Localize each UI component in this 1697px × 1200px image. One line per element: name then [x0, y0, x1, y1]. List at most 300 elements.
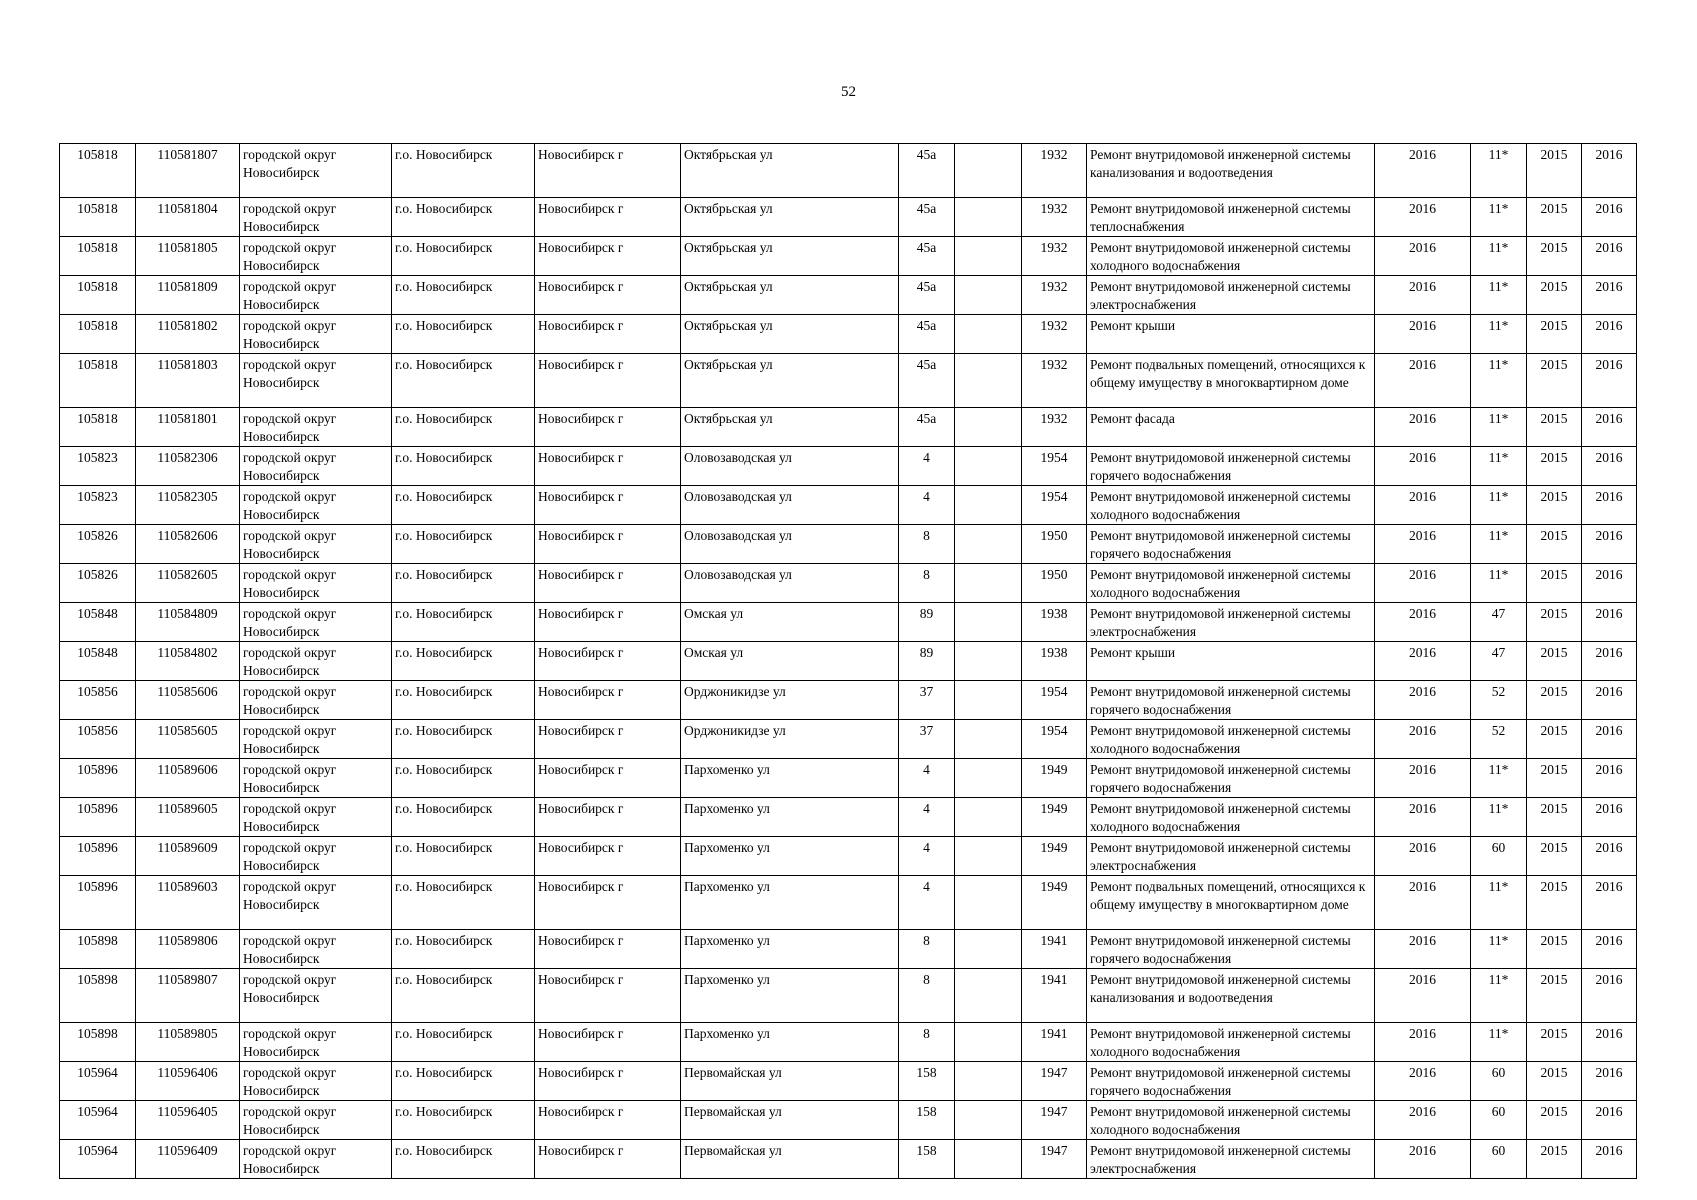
cell-house-id: 105898 [60, 969, 136, 1023]
cell-municipality: городской округ Новосибирск [240, 144, 392, 198]
cell-house-id: 105964 [60, 1062, 136, 1101]
cell-locality: Новосибирск г [535, 237, 681, 276]
cell-locality: Новосибирск г [535, 1023, 681, 1062]
cell-col14: 2016 [1582, 759, 1637, 798]
cell-locality: Новосибирск г [535, 930, 681, 969]
cell-col13: 2015 [1527, 408, 1582, 447]
cell-col14: 2016 [1582, 1062, 1637, 1101]
cell-district: г.о. Новосибирск [392, 642, 535, 681]
cell-building [955, 969, 1022, 1023]
cell-street: Октябрьская ул [681, 237, 899, 276]
cell-house-number: 158 [899, 1140, 955, 1179]
cell-year-built: 1941 [1022, 969, 1087, 1023]
cell-work-type: Ремонт внутридомовой инженерной системы электроснабжения [1087, 603, 1375, 642]
table-row [60, 1140, 1637, 1179]
cell-plan-year: 2016 [1375, 276, 1471, 315]
table-row [60, 642, 1637, 681]
cell-plan-year: 2016 [1375, 447, 1471, 486]
table-row [60, 276, 1637, 315]
cell-work-code: 110582305 [136, 486, 240, 525]
cell-locality: Новосибирск г [535, 144, 681, 198]
cell-year-built: 1949 [1022, 876, 1087, 930]
cell-work-type: Ремонт внутридомовой инженерной системы горячего водоснабжения [1087, 447, 1375, 486]
cell-locality: Новосибирск г [535, 354, 681, 408]
cell-house-number: 8 [899, 564, 955, 603]
cell-work-code: 110596406 [136, 1062, 240, 1101]
cell-house-number: 4 [899, 759, 955, 798]
cell-building [955, 1140, 1022, 1179]
cell-work-type: Ремонт внутридомовой инженерной системы холодного водоснабжения [1087, 1101, 1375, 1140]
cell-building [955, 798, 1022, 837]
cell-col14: 2016 [1582, 837, 1637, 876]
cell-col14: 2016 [1582, 447, 1637, 486]
cell-house-number: 158 [899, 1062, 955, 1101]
cell-work-code: 110581805 [136, 237, 240, 276]
cell-col13: 2015 [1527, 1140, 1582, 1179]
cell-col12: 11* [1471, 447, 1527, 486]
cell-work-type: Ремонт внутридомовой инженерной системы горячего водоснабжения [1087, 1062, 1375, 1101]
cell-work-code: 110585606 [136, 681, 240, 720]
cell-district: г.о. Новосибирск [392, 720, 535, 759]
cell-house-id: 105823 [60, 486, 136, 525]
cell-plan-year: 2016 [1375, 315, 1471, 354]
cell-municipality: городской округ Новосибирск [240, 798, 392, 837]
cell-year-built: 1932 [1022, 198, 1087, 237]
table-row [60, 564, 1637, 603]
table-row [60, 798, 1637, 837]
cell-col13: 2015 [1527, 642, 1582, 681]
cell-district: г.о. Новосибирск [392, 447, 535, 486]
cell-col14: 2016 [1582, 354, 1637, 408]
cell-house-number: 89 [899, 603, 955, 642]
cell-plan-year: 2016 [1375, 798, 1471, 837]
cell-year-built: 1949 [1022, 837, 1087, 876]
cell-work-code: 110589806 [136, 930, 240, 969]
cell-plan-year: 2016 [1375, 408, 1471, 447]
cell-col13: 2015 [1527, 930, 1582, 969]
cell-district: г.о. Новосибирск [392, 237, 535, 276]
cell-house-number: 4 [899, 837, 955, 876]
cell-house-id: 105818 [60, 408, 136, 447]
cell-municipality: городской округ Новосибирск [240, 408, 392, 447]
cell-street: Пархоменко ул [681, 798, 899, 837]
cell-street: Оловозаводская ул [681, 447, 899, 486]
cell-house-number: 45а [899, 144, 955, 198]
table-row [60, 681, 1637, 720]
cell-col14: 2016 [1582, 525, 1637, 564]
cell-municipality: городской округ Новосибирск [240, 930, 392, 969]
cell-house-id: 105818 [60, 315, 136, 354]
cell-building [955, 876, 1022, 930]
cell-street: Омская ул [681, 603, 899, 642]
cell-street: Октябрьская ул [681, 408, 899, 447]
cell-work-code: 110582306 [136, 447, 240, 486]
cell-house-id: 105896 [60, 876, 136, 930]
cell-municipality: городской округ Новосибирск [240, 237, 392, 276]
cell-col13: 2015 [1527, 486, 1582, 525]
cell-district: г.о. Новосибирск [392, 1140, 535, 1179]
cell-year-built: 1932 [1022, 315, 1087, 354]
cell-district: г.о. Новосибирск [392, 876, 535, 930]
cell-col14: 2016 [1582, 237, 1637, 276]
cell-district: г.о. Новосибирск [392, 837, 535, 876]
cell-municipality: городской округ Новосибирск [240, 1023, 392, 1062]
cell-col12: 60 [1471, 1101, 1527, 1140]
cell-municipality: городской округ Новосибирск [240, 354, 392, 408]
cell-work-type: Ремонт внутридомовой инженерной системы горячего водоснабжения [1087, 681, 1375, 720]
cell-house-id: 105818 [60, 198, 136, 237]
cell-col14: 2016 [1582, 144, 1637, 198]
cell-municipality: городской округ Новосибирск [240, 969, 392, 1023]
cell-house-number: 4 [899, 798, 955, 837]
cell-municipality: городской округ Новосибирск [240, 603, 392, 642]
cell-col13: 2015 [1527, 969, 1582, 1023]
cell-building [955, 930, 1022, 969]
cell-street: Октябрьская ул [681, 315, 899, 354]
cell-plan-year: 2016 [1375, 837, 1471, 876]
table-row [60, 486, 1637, 525]
cell-street: Пархоменко ул [681, 1023, 899, 1062]
cell-work-type: Ремонт внутридомовой инженерной системы канализования и водоотведения [1087, 144, 1375, 198]
repair-registry-table [59, 143, 1637, 1179]
cell-building [955, 198, 1022, 237]
table-row [60, 408, 1637, 447]
cell-street: Оловозаводская ул [681, 486, 899, 525]
cell-locality: Новосибирск г [535, 876, 681, 930]
cell-col12: 52 [1471, 720, 1527, 759]
cell-col14: 2016 [1582, 408, 1637, 447]
cell-plan-year: 2016 [1375, 354, 1471, 408]
cell-locality: Новосибирск г [535, 525, 681, 564]
cell-work-code: 110589807 [136, 969, 240, 1023]
table-row [60, 969, 1637, 1023]
table-row [60, 930, 1637, 969]
cell-year-built: 1932 [1022, 354, 1087, 408]
cell-work-code: 110581804 [136, 198, 240, 237]
cell-locality: Новосибирск г [535, 798, 681, 837]
table-row [60, 237, 1637, 276]
cell-building [955, 1101, 1022, 1140]
cell-building [955, 837, 1022, 876]
cell-col13: 2015 [1527, 525, 1582, 564]
cell-col12: 11* [1471, 1023, 1527, 1062]
cell-building [955, 237, 1022, 276]
cell-building [955, 408, 1022, 447]
cell-col13: 2015 [1527, 315, 1582, 354]
cell-year-built: 1947 [1022, 1101, 1087, 1140]
cell-house-number: 4 [899, 447, 955, 486]
cell-building [955, 144, 1022, 198]
table-row [60, 1101, 1637, 1140]
cell-house-number: 158 [899, 1101, 955, 1140]
cell-locality: Новосибирск г [535, 837, 681, 876]
cell-col13: 2015 [1527, 720, 1582, 759]
cell-house-id: 105896 [60, 837, 136, 876]
cell-work-type: Ремонт внутридомовой инженерной системы горячего водоснабжения [1087, 930, 1375, 969]
cell-municipality: городской округ Новосибирск [240, 759, 392, 798]
table-row [60, 354, 1637, 408]
cell-col14: 2016 [1582, 276, 1637, 315]
cell-plan-year: 2016 [1375, 876, 1471, 930]
cell-house-number: 45а [899, 276, 955, 315]
cell-col12: 60 [1471, 1062, 1527, 1101]
cell-work-type: Ремонт внутридомовой инженерной системы холодного водоснабжения [1087, 720, 1375, 759]
table-row [60, 144, 1637, 198]
cell-year-built: 1954 [1022, 681, 1087, 720]
cell-locality: Новосибирск г [535, 447, 681, 486]
cell-year-built: 1950 [1022, 525, 1087, 564]
table-body [60, 144, 1637, 1179]
cell-street: Первомайская ул [681, 1062, 899, 1101]
cell-col13: 2015 [1527, 447, 1582, 486]
cell-plan-year: 2016 [1375, 720, 1471, 759]
cell-municipality: городской округ Новосибирск [240, 276, 392, 315]
cell-locality: Новосибирск г [535, 276, 681, 315]
cell-locality: Новосибирск г [535, 720, 681, 759]
cell-work-type: Ремонт внутридомовой инженерной системы холодного водоснабжения [1087, 798, 1375, 837]
cell-plan-year: 2016 [1375, 525, 1471, 564]
cell-house-number: 37 [899, 681, 955, 720]
cell-street: Оловозаводская ул [681, 564, 899, 603]
cell-plan-year: 2016 [1375, 930, 1471, 969]
cell-work-code: 110589605 [136, 798, 240, 837]
cell-street: Омская ул [681, 642, 899, 681]
cell-col13: 2015 [1527, 759, 1582, 798]
cell-work-type: Ремонт внутридомовой инженерной системы холодного водоснабжения [1087, 237, 1375, 276]
cell-col12: 47 [1471, 603, 1527, 642]
cell-house-id: 105818 [60, 354, 136, 408]
cell-street: Пархоменко ул [681, 930, 899, 969]
cell-locality: Новосибирск г [535, 486, 681, 525]
cell-col12: 60 [1471, 1140, 1527, 1179]
cell-work-code: 110582606 [136, 525, 240, 564]
cell-district: г.о. Новосибирск [392, 759, 535, 798]
cell-year-built: 1949 [1022, 759, 1087, 798]
cell-col12: 11* [1471, 408, 1527, 447]
cell-work-type: Ремонт внутридомовой инженерной системы электроснабжения [1087, 837, 1375, 876]
cell-work-type: Ремонт внутридомовой инженерной системы канализования и водоотведения [1087, 969, 1375, 1023]
cell-district: г.о. Новосибирск [392, 969, 535, 1023]
cell-plan-year: 2016 [1375, 564, 1471, 603]
cell-col12: 11* [1471, 876, 1527, 930]
cell-locality: Новосибирск г [535, 681, 681, 720]
cell-locality: Новосибирск г [535, 315, 681, 354]
cell-col12: 11* [1471, 486, 1527, 525]
cell-street: Оловозаводская ул [681, 525, 899, 564]
cell-house-number: 45а [899, 408, 955, 447]
cell-house-id: 105896 [60, 759, 136, 798]
cell-work-type: Ремонт внутридомовой инженерной системы горячего водоснабжения [1087, 525, 1375, 564]
cell-col14: 2016 [1582, 876, 1637, 930]
cell-district: г.о. Новосибирск [392, 1023, 535, 1062]
cell-district: г.о. Новосибирск [392, 798, 535, 837]
cell-house-number: 8 [899, 1023, 955, 1062]
cell-building [955, 525, 1022, 564]
cell-municipality: городской округ Новосибирск [240, 525, 392, 564]
cell-building [955, 447, 1022, 486]
cell-municipality: городской округ Новосибирск [240, 876, 392, 930]
cell-work-type: Ремонт внутридомовой инженерной системы электроснабжения [1087, 1140, 1375, 1179]
cell-house-number: 45а [899, 198, 955, 237]
cell-year-built: 1954 [1022, 720, 1087, 759]
cell-col12: 11* [1471, 276, 1527, 315]
cell-house-id: 105964 [60, 1140, 136, 1179]
cell-plan-year: 2016 [1375, 486, 1471, 525]
cell-district: г.о. Новосибирск [392, 525, 535, 564]
cell-street: Пархоменко ул [681, 876, 899, 930]
cell-work-code: 110584809 [136, 603, 240, 642]
cell-house-id: 105823 [60, 447, 136, 486]
cell-district: г.о. Новосибирск [392, 1062, 535, 1101]
cell-col14: 2016 [1582, 798, 1637, 837]
cell-work-code: 110589606 [136, 759, 240, 798]
cell-year-built: 1941 [1022, 1023, 1087, 1062]
cell-house-id: 105898 [60, 930, 136, 969]
cell-work-type: Ремонт подвальных помещений, относящихся к общему имуществу в многоквартирном доме [1087, 876, 1375, 930]
cell-work-type: Ремонт внутридомовой инженерной системы холодного водоснабжения [1087, 486, 1375, 525]
cell-street: Орджоникидзе ул [681, 681, 899, 720]
cell-col12: 11* [1471, 525, 1527, 564]
cell-house-id: 105826 [60, 564, 136, 603]
cell-plan-year: 2016 [1375, 1062, 1471, 1101]
cell-col14: 2016 [1582, 1023, 1637, 1062]
cell-col13: 2015 [1527, 564, 1582, 603]
cell-year-built: 1938 [1022, 642, 1087, 681]
cell-year-built: 1949 [1022, 798, 1087, 837]
table-row [60, 837, 1637, 876]
cell-house-id: 105818 [60, 144, 136, 198]
cell-building [955, 1062, 1022, 1101]
cell-year-built: 1954 [1022, 447, 1087, 486]
cell-work-code: 110596409 [136, 1140, 240, 1179]
cell-work-code: 110581801 [136, 408, 240, 447]
cell-locality: Новосибирск г [535, 1101, 681, 1140]
cell-col14: 2016 [1582, 603, 1637, 642]
table-row [60, 876, 1637, 930]
cell-year-built: 1941 [1022, 930, 1087, 969]
cell-plan-year: 2016 [1375, 198, 1471, 237]
table-row [60, 1062, 1637, 1101]
cell-col13: 2015 [1527, 876, 1582, 930]
cell-locality: Новосибирск г [535, 759, 681, 798]
cell-work-code: 110584802 [136, 642, 240, 681]
cell-plan-year: 2016 [1375, 759, 1471, 798]
cell-plan-year: 2016 [1375, 237, 1471, 276]
cell-work-code: 110581803 [136, 354, 240, 408]
cell-year-built: 1932 [1022, 144, 1087, 198]
cell-col12: 11* [1471, 237, 1527, 276]
cell-house-id: 105964 [60, 1101, 136, 1140]
cell-municipality: городской округ Новосибирск [240, 1101, 392, 1140]
cell-work-type: Ремонт внутридомовой инженерной системы холодного водоснабжения [1087, 1023, 1375, 1062]
cell-col13: 2015 [1527, 237, 1582, 276]
table-row [60, 1023, 1637, 1062]
cell-building [955, 720, 1022, 759]
cell-col12: 11* [1471, 315, 1527, 354]
cell-year-built: 1954 [1022, 486, 1087, 525]
cell-house-id: 105818 [60, 237, 136, 276]
cell-col13: 2015 [1527, 354, 1582, 408]
cell-municipality: городской округ Новосибирск [240, 564, 392, 603]
cell-locality: Новосибирск г [535, 408, 681, 447]
table-row [60, 525, 1637, 564]
cell-col13: 2015 [1527, 603, 1582, 642]
cell-col14: 2016 [1582, 198, 1637, 237]
cell-col14: 2016 [1582, 930, 1637, 969]
cell-house-id: 105848 [60, 642, 136, 681]
cell-house-id: 105856 [60, 681, 136, 720]
cell-municipality: городской округ Новосибирск [240, 447, 392, 486]
cell-house-number: 8 [899, 525, 955, 564]
cell-year-built: 1947 [1022, 1140, 1087, 1179]
cell-locality: Новосибирск г [535, 1062, 681, 1101]
cell-building [955, 276, 1022, 315]
cell-col12: 11* [1471, 759, 1527, 798]
cell-house-id: 105896 [60, 798, 136, 837]
cell-col12: 11* [1471, 930, 1527, 969]
cell-district: г.о. Новосибирск [392, 1101, 535, 1140]
cell-street: Пархоменко ул [681, 969, 899, 1023]
cell-year-built: 1947 [1022, 1062, 1087, 1101]
cell-street: Орджоникидзе ул [681, 720, 899, 759]
cell-work-code: 110589805 [136, 1023, 240, 1062]
cell-house-id: 105826 [60, 525, 136, 564]
cell-year-built: 1932 [1022, 276, 1087, 315]
cell-work-code: 110585605 [136, 720, 240, 759]
cell-work-code: 110581802 [136, 315, 240, 354]
cell-col14: 2016 [1582, 1101, 1637, 1140]
cell-col12: 11* [1471, 969, 1527, 1023]
cell-col14: 2016 [1582, 486, 1637, 525]
cell-building [955, 315, 1022, 354]
cell-col12: 11* [1471, 798, 1527, 837]
cell-plan-year: 2016 [1375, 1023, 1471, 1062]
cell-locality: Новосибирск г [535, 1140, 681, 1179]
cell-house-id: 105848 [60, 603, 136, 642]
cell-house-number: 45а [899, 315, 955, 354]
cell-house-id: 105818 [60, 276, 136, 315]
cell-district: г.о. Новосибирск [392, 564, 535, 603]
cell-district: г.о. Новосибирск [392, 198, 535, 237]
cell-municipality: городской округ Новосибирск [240, 642, 392, 681]
cell-col12: 11* [1471, 564, 1527, 603]
cell-work-type: Ремонт внутридомовой инженерной системы теплоснабжения [1087, 198, 1375, 237]
cell-work-type: Ремонт крыши [1087, 642, 1375, 681]
cell-plan-year: 2016 [1375, 144, 1471, 198]
cell-col14: 2016 [1582, 969, 1637, 1023]
cell-year-built: 1950 [1022, 564, 1087, 603]
cell-work-type: Ремонт внутридомовой инженерной системы электроснабжения [1087, 276, 1375, 315]
cell-street: Октябрьская ул [681, 354, 899, 408]
cell-locality: Новосибирск г [535, 642, 681, 681]
cell-building [955, 642, 1022, 681]
cell-col12: 60 [1471, 837, 1527, 876]
cell-col13: 2015 [1527, 798, 1582, 837]
cell-house-number: 37 [899, 720, 955, 759]
cell-col14: 2016 [1582, 564, 1637, 603]
table-row [60, 759, 1637, 798]
cell-work-type: Ремонт подвальных помещений, относящихся к общему имуществу в многоквартирном доме [1087, 354, 1375, 408]
cell-district: г.о. Новосибирск [392, 603, 535, 642]
cell-building [955, 354, 1022, 408]
cell-col14: 2016 [1582, 720, 1637, 759]
cell-plan-year: 2016 [1375, 1140, 1471, 1179]
cell-district: г.о. Новосибирск [392, 276, 535, 315]
cell-work-type: Ремонт фасада [1087, 408, 1375, 447]
table-row [60, 198, 1637, 237]
cell-col14: 2016 [1582, 315, 1637, 354]
cell-work-type: Ремонт крыши [1087, 315, 1375, 354]
